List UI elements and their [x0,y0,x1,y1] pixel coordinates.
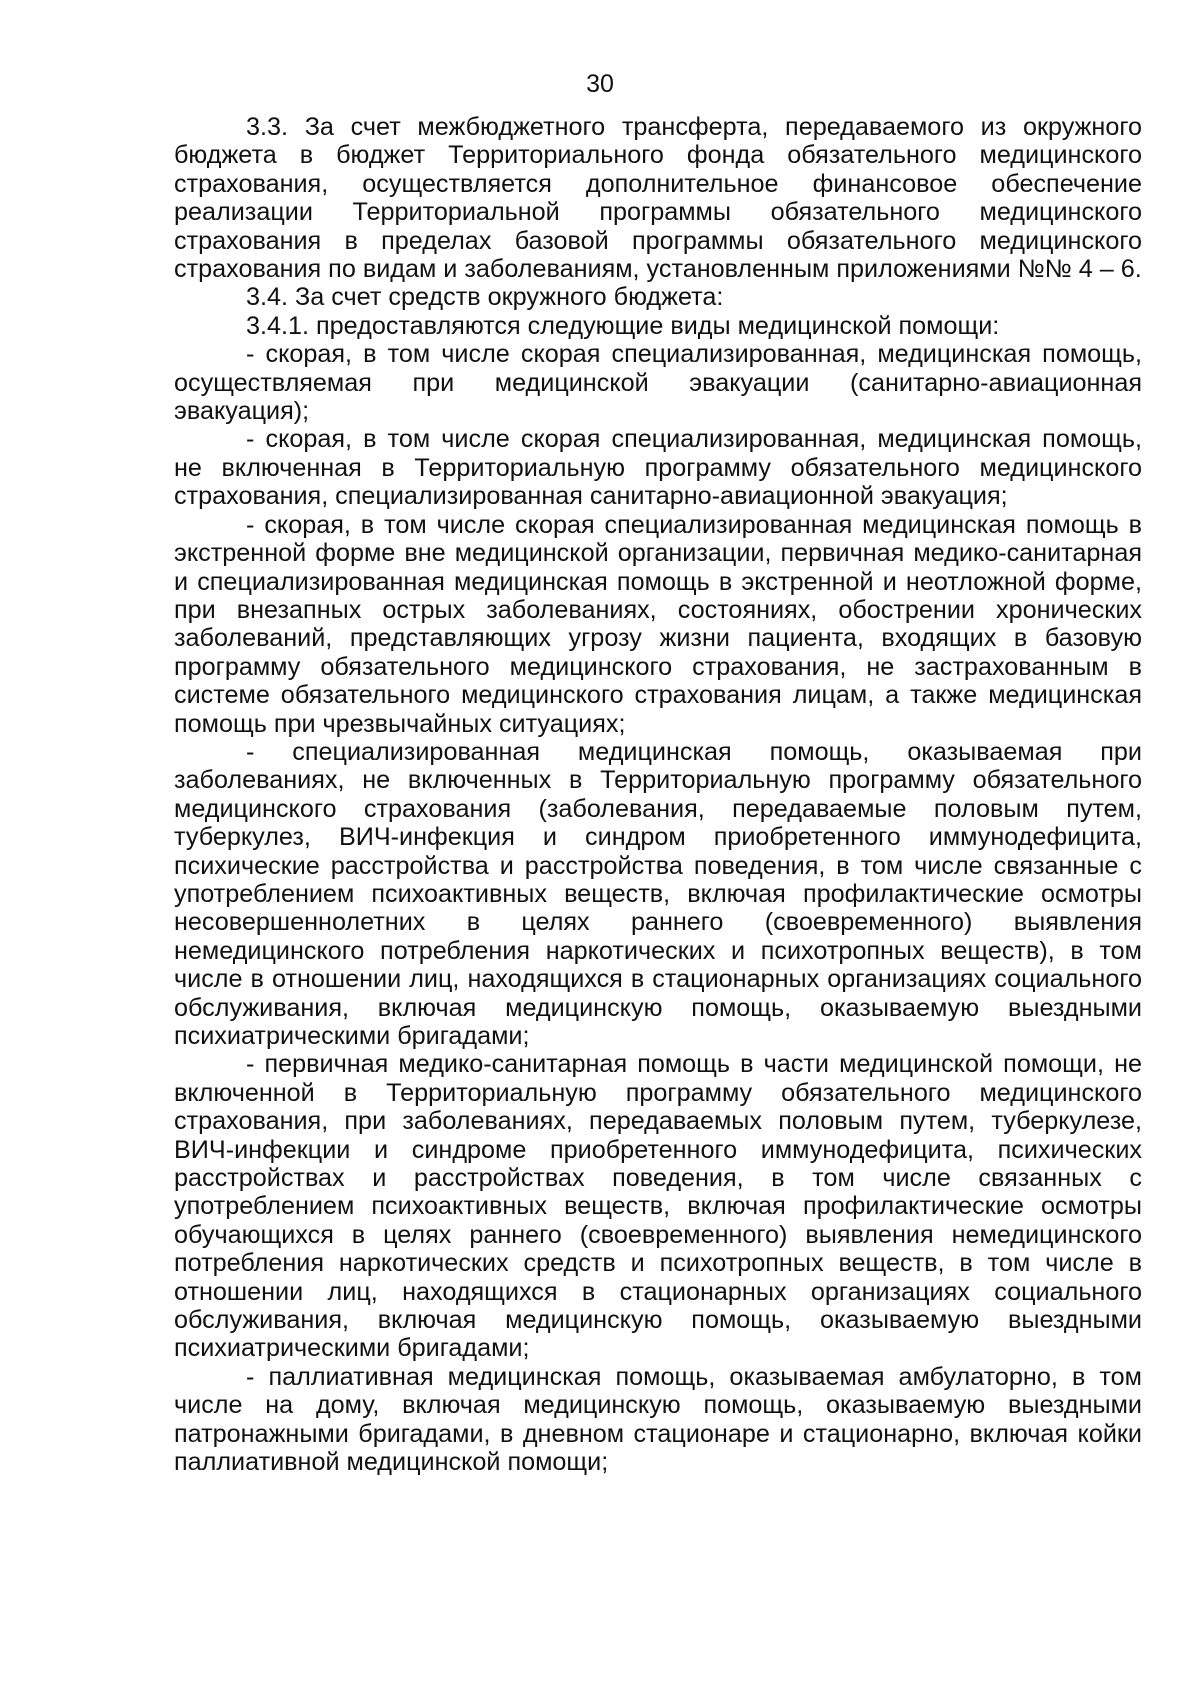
paragraph-3-4-1: 3.4.1. предоставляются следующие виды медицинской помощи: [246,311,1000,340]
list-item-palliative-care: - паллиативная медицинская помощь, оказываемая амбулаторно, в том числе на дому, включая медицинскую помощь, оказываемую выездными патронажными бригадами, в дневном стационаре и стационарно, включая койки паллиативной медицинской помощи; [174,1362,1142,1477]
paragraph-3-3: 3.3. За счет межбюджетного трансферта, передаваемого из окружного бюджета в бюджет Территориального фонда обязательного медицинского страхования, осуществляется дополнительное финансовое обеспечение реализации Территориальной программы обязательного медицинского страхования в пределах базовой программы обязательного медицинского страхования по видам и заболеваниям, установленным приложениями №№ 4 – 6. [174,113,1142,284]
list-item-ambulance-not-included: - скорая, в том числе скорая специализированная, медицинская помощь, не включенная в Территориальную программу обязательного медицинского страхования, специализированная санитарно-авиационной эвакуация; [174,425,1142,511]
page-number: 30 [586,70,614,98]
list-item-ambulance-evacuation: - скорая, в том числе скорая специализированная, медицинская помощь, осуществляемая при медицинской эвакуации (санитарно-авиационная эвакуация); [174,340,1142,426]
list-item-primary-care: - первичная медико-санитарная помощь в части медицинской помощи, не включенной в Территориальную программу обязательного медицинского страхования, при заболеваниях, передаваемых половым путем, туберкулезе, ВИЧ-инфекции и синдроме приобретенного иммунодефицита, психических расстройствах и расстройствах поведения, в том числе связанных с употреблением психоактивных веществ, включая профилактические осмотры обучающихся в целях раннего (своевременного) выявления немедицинского потребления наркотических средств и психотропных веществ, в том числе в отношении лиц, находящихся в стационарных организациях социального обслуживания, включая медицинскую помощь, оказываемую выездными психиатрическими бригадами; [174,1050,1142,1363]
list-item-emergency-uninsured: - скорая, в том числе скорая специализированная медицинская помощь в экстренной форме вне медицинской организации, первичная медико-санитарная и специализированная медицинская помощь в экстренной и неотложной форме, при внезапных острых заболеваниях, состояниях, обострении хронических заболеваний, представляющих угрозу жизни пациента, входящих в базовую программу обязательного медицинского страхования, не застрахованным в системе обязательного медицинского страхования лицам, а также медицинская помощь при чрезвычайных ситуациях; [174,510,1142,738]
list-item-specialized-care: - специализированная медицинская помощь, оказываемая при заболеваниях, не включенных в Территориальную программу обязательного медицинского страхования (заболевания, передаваемые половым путем, туберкулез, ВИЧ-инфекция и синдром приобретенного иммунодефицита, психические расстройства и расстройства поведения, в том числе связанные с употреблением психоактивных веществ, включая профилактические осмотры несовершеннолетних в целях раннего (своевременного) выявления немедицинского потребления наркотических и психотропных веществ), в том числе в отношении лиц, находящихся в стационарных организациях социального обслуживания, включая медицинскую помощь, оказываемую выездными психиатрическими бригадами; [174,737,1142,1050]
paragraph-3-4: 3.4. За счет средств окружного бюджета: [246,283,724,312]
document-body [174,113,1142,1477]
